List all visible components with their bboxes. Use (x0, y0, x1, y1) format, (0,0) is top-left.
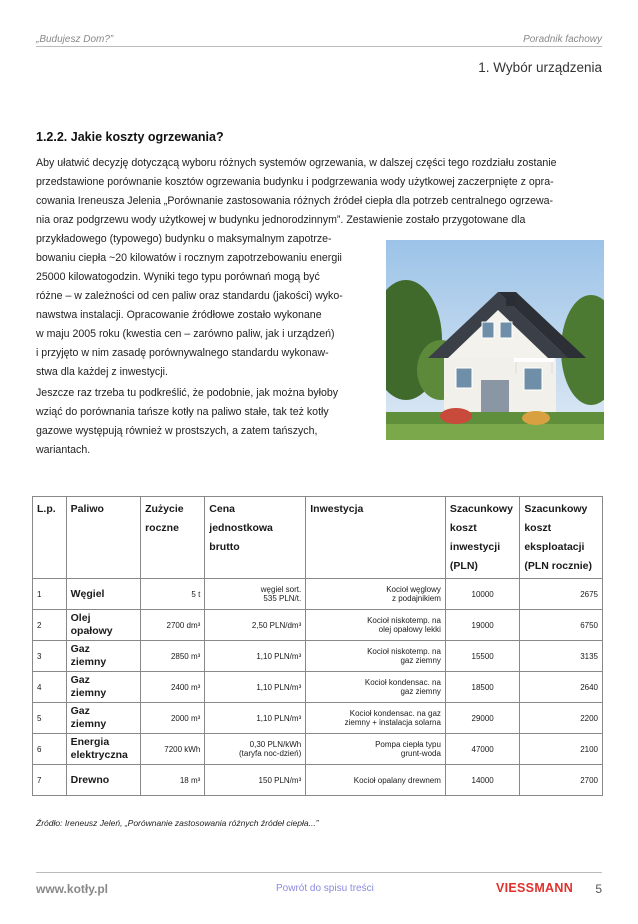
paragraph-line: gazowe występują również w prostszych, a zatem tańszych, (36, 425, 318, 437)
cell-investment-line: Kocioł węglowy (386, 585, 441, 594)
header-line: (PLN) (449, 560, 478, 572)
header-line: jednostkowa (209, 522, 273, 534)
cell-investment (306, 579, 446, 610)
cell-fuel-line: Drewno (70, 773, 110, 786)
header-line: Paliwo (70, 503, 104, 515)
table-row (33, 610, 603, 641)
paragraph-line: nia oraz podgrzewu wody użytkowej w budynku jednorodzinnym”. Zestawienie zostało przygotowane dla (36, 214, 526, 226)
header-unit-price (205, 497, 306, 579)
cell-fuel (66, 672, 140, 703)
cell-lp: 5 (33, 703, 67, 734)
cell-fuel-line: Węgiel (70, 587, 105, 600)
header-line: eksploatacji (524, 541, 585, 553)
cell-consumption: 18 m³ (141, 765, 205, 796)
cell-operating-cost: 6750 (520, 610, 603, 641)
cell-unit-price (205, 610, 306, 641)
house-photo (386, 240, 604, 440)
cell-investment-cost: 29000 (445, 703, 519, 734)
cell-fuel (66, 765, 140, 796)
cell-lp: 1 (33, 579, 67, 610)
cell-unit-price-line: 1,10 PLN/m³ (256, 682, 302, 692)
cell-unit-price-line: 1,10 PLN/m³ (256, 651, 302, 661)
table-row (33, 672, 603, 703)
cell-fuel-line: ziemny (70, 687, 107, 699)
cell-investment-cost: 19000 (445, 610, 519, 641)
cell-operating-cost: 2200 (520, 703, 603, 734)
cell-unit-price (205, 641, 306, 672)
intro-paragraph (36, 154, 603, 230)
header-divider (36, 46, 602, 47)
paragraph-line: i przyjęto w nim zasadę porównywalnego standardu wykonaw- (36, 347, 329, 359)
cell-lp: 3 (33, 641, 67, 672)
header-line: brutto (209, 541, 240, 553)
paragraph-line: wariantach. (36, 444, 91, 456)
cell-investment-line: Kocioł niskotemp. na (367, 616, 441, 625)
paragraph-line: 25000 kilowatogodzin. Wyniki tego typu porównań mogą być (36, 271, 320, 283)
header-line: Szacunkowy (449, 503, 513, 515)
paragraph-line: bowaniu ciepła ~20 kilowatów i rocznym zapotrzebowaniu energii (36, 252, 342, 264)
header-line: Zużycie (145, 503, 184, 515)
cell-investment-cost: 47000 (445, 734, 519, 765)
website-url: www.kotły.pl (36, 882, 109, 896)
cell-lp: 2 (33, 610, 67, 641)
cell-unit-price (205, 672, 306, 703)
cell-investment-line: Pompa ciepła typu (375, 740, 441, 749)
cell-unit-price-line: 0,30 PLN/kWh (249, 740, 302, 749)
paragraph-line: Jeszcze raz trzeba tu podkreślić, że podobnie, jak można byłoby (36, 387, 339, 399)
cell-operating-cost: 2100 (520, 734, 603, 765)
header-line: (PLN rocznie) (524, 560, 593, 572)
header-line: koszt (524, 522, 552, 534)
cell-unit-price-line: węgiel sort. (260, 585, 302, 594)
cell-fuel-line: ziemny (70, 656, 107, 668)
paragraph-line: przykładowego (typowego) budynku o maksymalnym zapotrze- (36, 233, 332, 245)
cell-investment-cost: 18500 (445, 672, 519, 703)
back-to-toc-link[interactable]: Powrót do spisu treści (276, 883, 374, 894)
cell-fuel (66, 610, 140, 641)
header-line: Inwestycja (310, 503, 364, 515)
cell-investment-line: Kocioł niskotemp. na (367, 647, 441, 656)
paragraph-line: w maju 2005 roku (kwestia cen – zarówno paliw, jak i urządzeń) (36, 328, 335, 340)
header-operating-cost (520, 497, 603, 579)
cell-operating-cost: 2700 (520, 765, 603, 796)
cell-lp: 6 (33, 734, 67, 765)
cell-unit-price (205, 765, 306, 796)
cell-consumption: 2850 m³ (141, 641, 205, 672)
cell-fuel (66, 703, 140, 734)
cell-investment (306, 610, 446, 641)
cell-investment-line: Kocioł opalany drewnem (353, 775, 441, 785)
cell-investment-line: Kocioł kondensac. na gaz (349, 709, 441, 718)
table-row (33, 765, 603, 796)
cell-unit-price-line: 150 PLN/m³ (258, 775, 302, 785)
table-row (33, 734, 603, 765)
cell-consumption: 2000 m³ (141, 703, 205, 734)
paragraph-line: cowania Ireneusza Jelenia „Porównanie zastosowania różnych źródeł ciepła dla potrzeb centralnego ogrzewa- (36, 195, 554, 207)
viessmann-logo: VIESSMANN (496, 881, 574, 895)
building-description-paragraph (36, 230, 372, 382)
cell-investment (306, 734, 446, 765)
heating-cost-comparison-table (32, 496, 603, 796)
cell-fuel-line: Gaz (70, 674, 90, 686)
header-line: koszt (449, 522, 477, 534)
paragraph-line: nawstwa instalacji. Opracowanie źródłowe zostało wykonane (36, 309, 322, 321)
cell-operating-cost: 2640 (520, 672, 603, 703)
table-row (33, 703, 603, 734)
cell-investment (306, 703, 446, 734)
cell-investment-line: ziemny + instalacja solarna (344, 718, 441, 727)
cell-investment-line: olej opałowy lekki (378, 625, 441, 634)
cell-investment-cost: 15500 (445, 641, 519, 672)
header-investment (306, 497, 446, 579)
paragraph-line: wziąć do porównania tańsze kotły na paliwo stałe, tak też kotły (36, 406, 329, 418)
cell-operating-cost: 2675 (520, 579, 603, 610)
cell-unit-price (205, 734, 306, 765)
footer-divider (36, 872, 602, 873)
cell-consumption: 5 t (141, 579, 205, 610)
cell-fuel (66, 579, 140, 610)
header-consumption (141, 497, 205, 579)
cell-consumption: 7200 kWh (141, 734, 205, 765)
cell-consumption: 2400 m³ (141, 672, 205, 703)
header-investment-cost (445, 497, 519, 579)
cell-lp: 4 (33, 672, 67, 703)
header-fuel (66, 497, 140, 579)
cell-investment (306, 641, 446, 672)
header-lp (33, 497, 67, 579)
boiler-note-paragraph (36, 384, 372, 460)
header-line: Szacunkowy (524, 503, 588, 515)
cell-unit-price-line: 1,10 PLN/m³ (256, 713, 302, 723)
cell-unit-price (205, 703, 306, 734)
cell-fuel-line: opałowy (70, 625, 113, 637)
section-title: 1.2.2. Jakie koszty ogrzewania? (36, 130, 224, 144)
header-line: inwestycji (449, 541, 501, 553)
cell-unit-price-line: (taryfa noc-dzień) (238, 749, 302, 758)
source-note: Źródło: Ireneusz Jeleń, „Porównanie zastosowania różnych źródeł ciepła...” (36, 818, 319, 828)
paragraph-line: Aby ułatwić decyzję dotyczącą wyboru różnych systemów ogrzewania, w dalszej części tego rozdziału zostanie (36, 157, 557, 169)
page-number: 5 (595, 882, 602, 896)
cell-unit-price-line: 2,50 PLN/dm³ (251, 620, 302, 630)
cell-fuel (66, 734, 140, 765)
cell-lp: 7 (33, 765, 67, 796)
cell-operating-cost: 3135 (520, 641, 603, 672)
table-row (33, 579, 603, 610)
cell-fuel-line: elektryczna (70, 749, 128, 761)
cell-fuel-line: Gaz (70, 643, 90, 655)
table-row (33, 641, 603, 672)
header-line: roczne (145, 522, 179, 534)
paragraph-line: przedstawione porównanie kosztów ogrzewania budynku i podgrzewania wody użytkowej zaczerpnięte z opra- (36, 176, 554, 188)
cell-fuel-line: Gaz (70, 705, 90, 717)
house-illustration (386, 240, 604, 440)
cell-investment-cost: 10000 (445, 579, 519, 610)
document-series-title: „Budujesz Dom?” (36, 34, 114, 45)
cell-investment-line: gaz ziemny (400, 656, 441, 665)
header-line: L.p. (37, 503, 56, 515)
cell-investment-line: grunt-woda (400, 749, 441, 758)
table-header-row (33, 497, 603, 579)
cell-investment-line: z podajnikiem (392, 594, 441, 603)
cell-unit-price (205, 579, 306, 610)
paragraph-line: stwa dla każdej z inwestycji. (36, 366, 168, 378)
cell-unit-price-line: 535 PLN/t. (263, 594, 302, 603)
cell-investment-cost: 14000 (445, 765, 519, 796)
cell-fuel-line: ziemny (70, 718, 107, 730)
paragraph-line: różne – w zależności od cen paliw oraz standardu (jakości) wyko- (36, 290, 343, 302)
header-line: Cena (209, 503, 235, 515)
cell-investment (306, 765, 446, 796)
cell-fuel-line: Energia (70, 736, 110, 748)
cell-consumption: 2700 dm³ (141, 610, 205, 641)
cell-fuel-line: Olej (70, 612, 91, 624)
cell-investment-line: Kocioł kondensac. na (364, 678, 441, 687)
cell-investment (306, 672, 446, 703)
cell-investment-line: gaz ziemny (400, 687, 441, 696)
guide-type-label: Poradnik fachowy (523, 34, 602, 45)
chapter-title: 1. Wybór urządzenia (478, 60, 602, 75)
cell-fuel (66, 641, 140, 672)
